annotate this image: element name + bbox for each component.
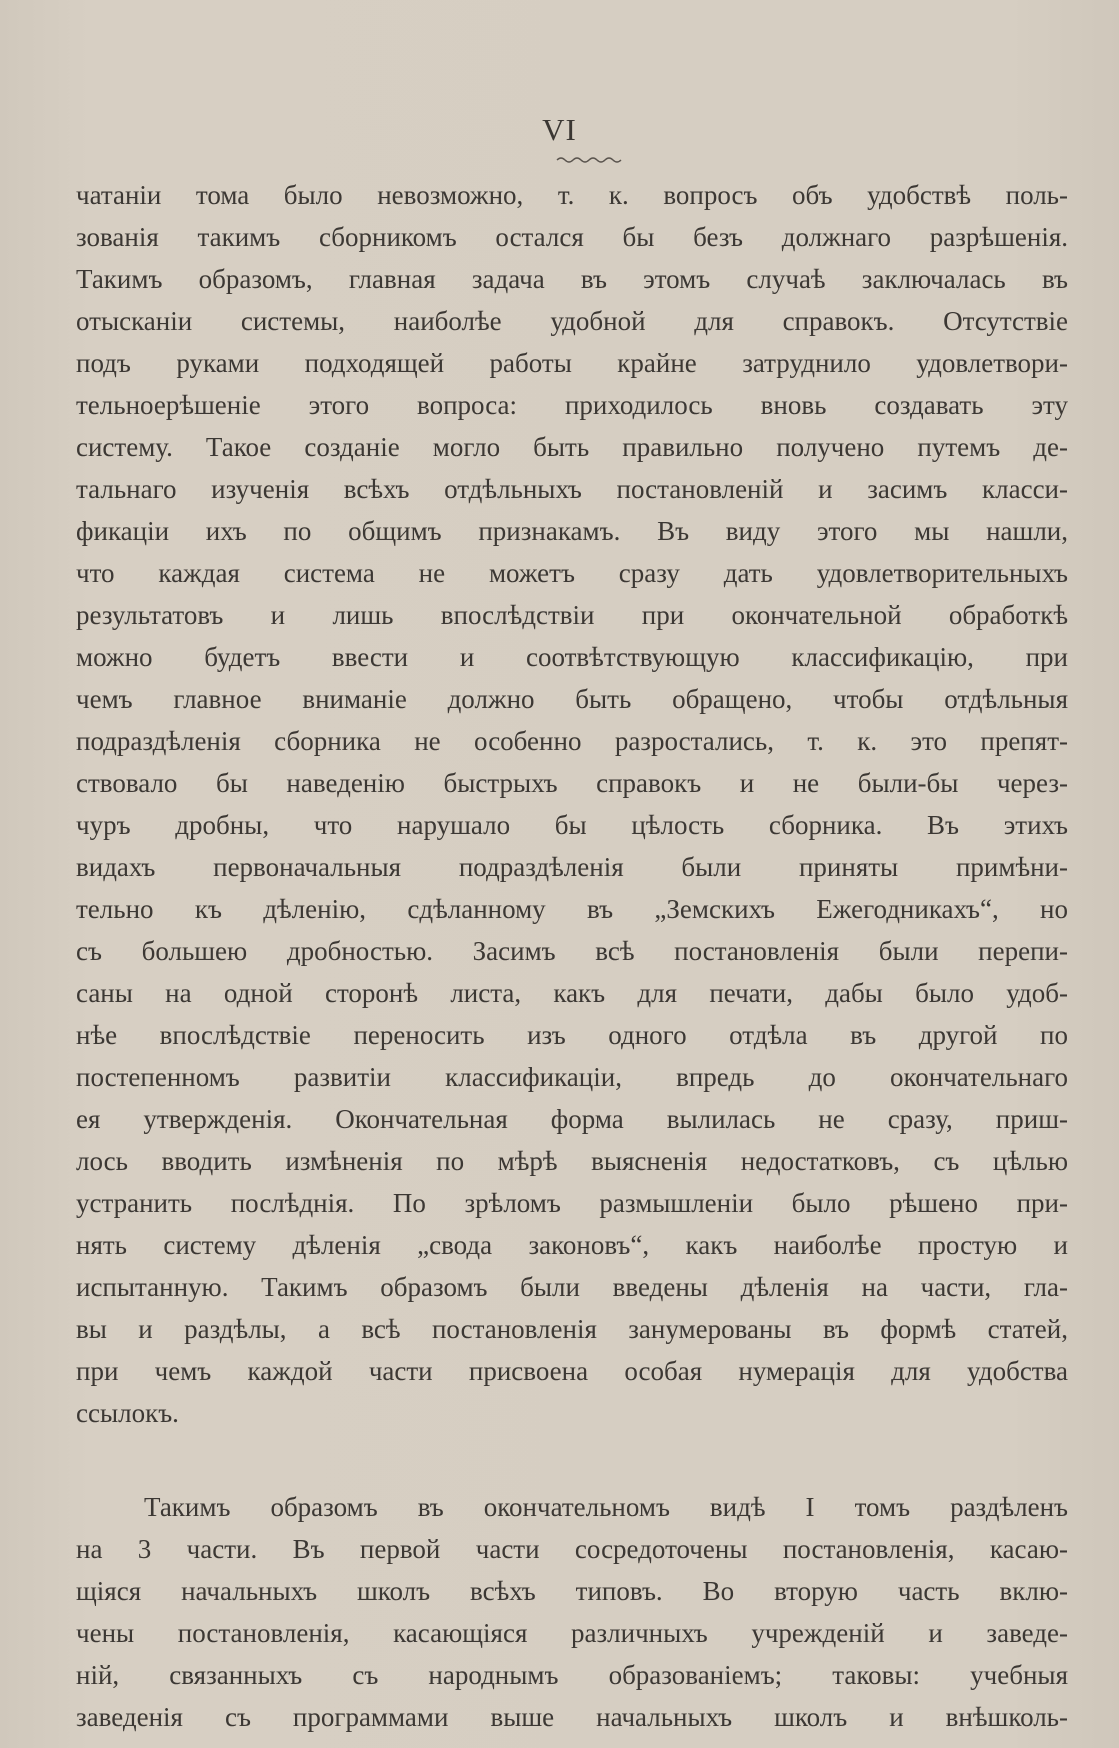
text-line: отысканіи системы, наиболѣе удобной для справокъ. Отсутствіе xyxy=(76,306,1068,336)
text-line: устранить послѣднія. По зрѣломъ размышленіи было рѣшено при- xyxy=(76,1188,1068,1218)
page-header xyxy=(0,112,1119,148)
text-line: чатаніи тома было невозможно, т. к. вопросъ объ удобствѣ поль- xyxy=(76,180,1068,210)
text-line: испытанную. Такимъ образомъ были введены дѣленія на части, гла- xyxy=(76,1272,1068,1302)
text-line: вы и раздѣлы, а всѣ постановленія занумерованы въ формѣ статей, xyxy=(76,1314,1068,1344)
text-line: чуръ дробны, что нарушало бы цѣлость сборника. Въ этихъ xyxy=(76,810,1068,840)
text-line: тальнаго изученія всѣхъ отдѣльныхъ постановленій и засимъ класси- xyxy=(76,474,1068,504)
text-line: результатовъ и лишь впослѣдствіи при окончательной обработкѣ xyxy=(76,600,1068,630)
text-line: ствовало бы наведенію быстрыхъ справокъ и не были-бы через- xyxy=(76,768,1068,798)
text-line: Такимъ образомъ, главная задача въ этомъ случаѣ заключалась въ xyxy=(76,264,1068,294)
paragraph-2 xyxy=(76,1486,1068,1738)
text-line: на 3 части. Въ первой части сосредоточены постановленія, касаю- xyxy=(76,1534,1068,1564)
text-line: заведенія съ программами выше начальныхъ школъ и внѣшколь- xyxy=(76,1702,1068,1732)
text-line: чены постановленія, касающіяся различныхъ учрежденій и заведе- xyxy=(76,1618,1068,1648)
text-line: при чемъ каждой части присвоена особая нумерація для удобства xyxy=(76,1356,1068,1386)
text-line: зованія такимъ сборникомъ остался бы безъ должнаго разрѣшенія. xyxy=(76,222,1068,252)
decorative-rule xyxy=(556,156,624,164)
text-line: чемъ главное вниманіе должно быть обращено, чтобы отдѣльныя xyxy=(76,684,1068,714)
page-number: VI xyxy=(542,112,577,147)
text-line: саны на одной сторонѣ листа, какъ для печати, дабы было удоб- xyxy=(76,978,1068,1008)
text-line: тельно къ дѣленію, сдѣланному въ „Земскихъ Ежегодникахъ“, но xyxy=(76,894,1068,924)
text-line: нѣе впослѣдствіе переносить изъ одного отдѣла въ другой по xyxy=(76,1020,1068,1050)
text-line: подъ руками подходящей работы крайне затруднило удовлетвори- xyxy=(76,348,1068,378)
text-line: тельноерѣшеніе этого вопроса: приходилось вновь создавать эту xyxy=(76,390,1068,420)
text-line: ея утвержденія. Окончательная форма вылилась не сразу, приш- xyxy=(76,1104,1068,1134)
text-line: можно будетъ ввести и соотвѣтствующую классификацію, при xyxy=(76,642,1068,672)
text-line: постепенномъ развитіи классификаціи, впредь до окончательнаго xyxy=(76,1062,1068,1092)
text-line: систему. Такое созданіе могло быть правильно получено путемъ де- xyxy=(76,432,1068,462)
body-text xyxy=(76,174,1068,1738)
text-line: щіяся начальныхъ школъ всѣхъ типовъ. Во вторую часть вклю- xyxy=(76,1576,1068,1606)
text-line: съ большею дробностью. Засимъ всѣ постановленія были перепи- xyxy=(76,936,1068,966)
text-line: Такимъ образомъ въ окончательномъ видѣ I томъ раздѣленъ xyxy=(144,1492,1068,1522)
text-line: ссылокъ. xyxy=(76,1398,179,1428)
text-line: ній, связанныхъ съ народнымъ образованіемъ; таковы: учебныя xyxy=(76,1660,1068,1690)
text-line: подраздѣленія сборника не особенно разростались, т. к. это препят- xyxy=(76,726,1068,756)
text-line: лось вводить измѣненія по мѣрѣ выясненія недостатковъ, съ цѣлью xyxy=(76,1146,1068,1176)
paragraph-1 xyxy=(76,174,1068,1434)
paragraph-spacer xyxy=(76,1434,1068,1486)
text-line: видахъ первоначальныя подраздѣленія были приняты примѣни- xyxy=(76,852,1068,882)
text-line: нять систему дѣленія „свода законовъ“, какъ наиболѣе простую и xyxy=(76,1230,1068,1260)
text-line: что каждая система не можетъ сразу дать удовлетворительныхъ xyxy=(76,558,1068,588)
text-line: фикаціи ихъ по общимъ признакамъ. Въ виду этого мы нашли, xyxy=(76,516,1068,546)
